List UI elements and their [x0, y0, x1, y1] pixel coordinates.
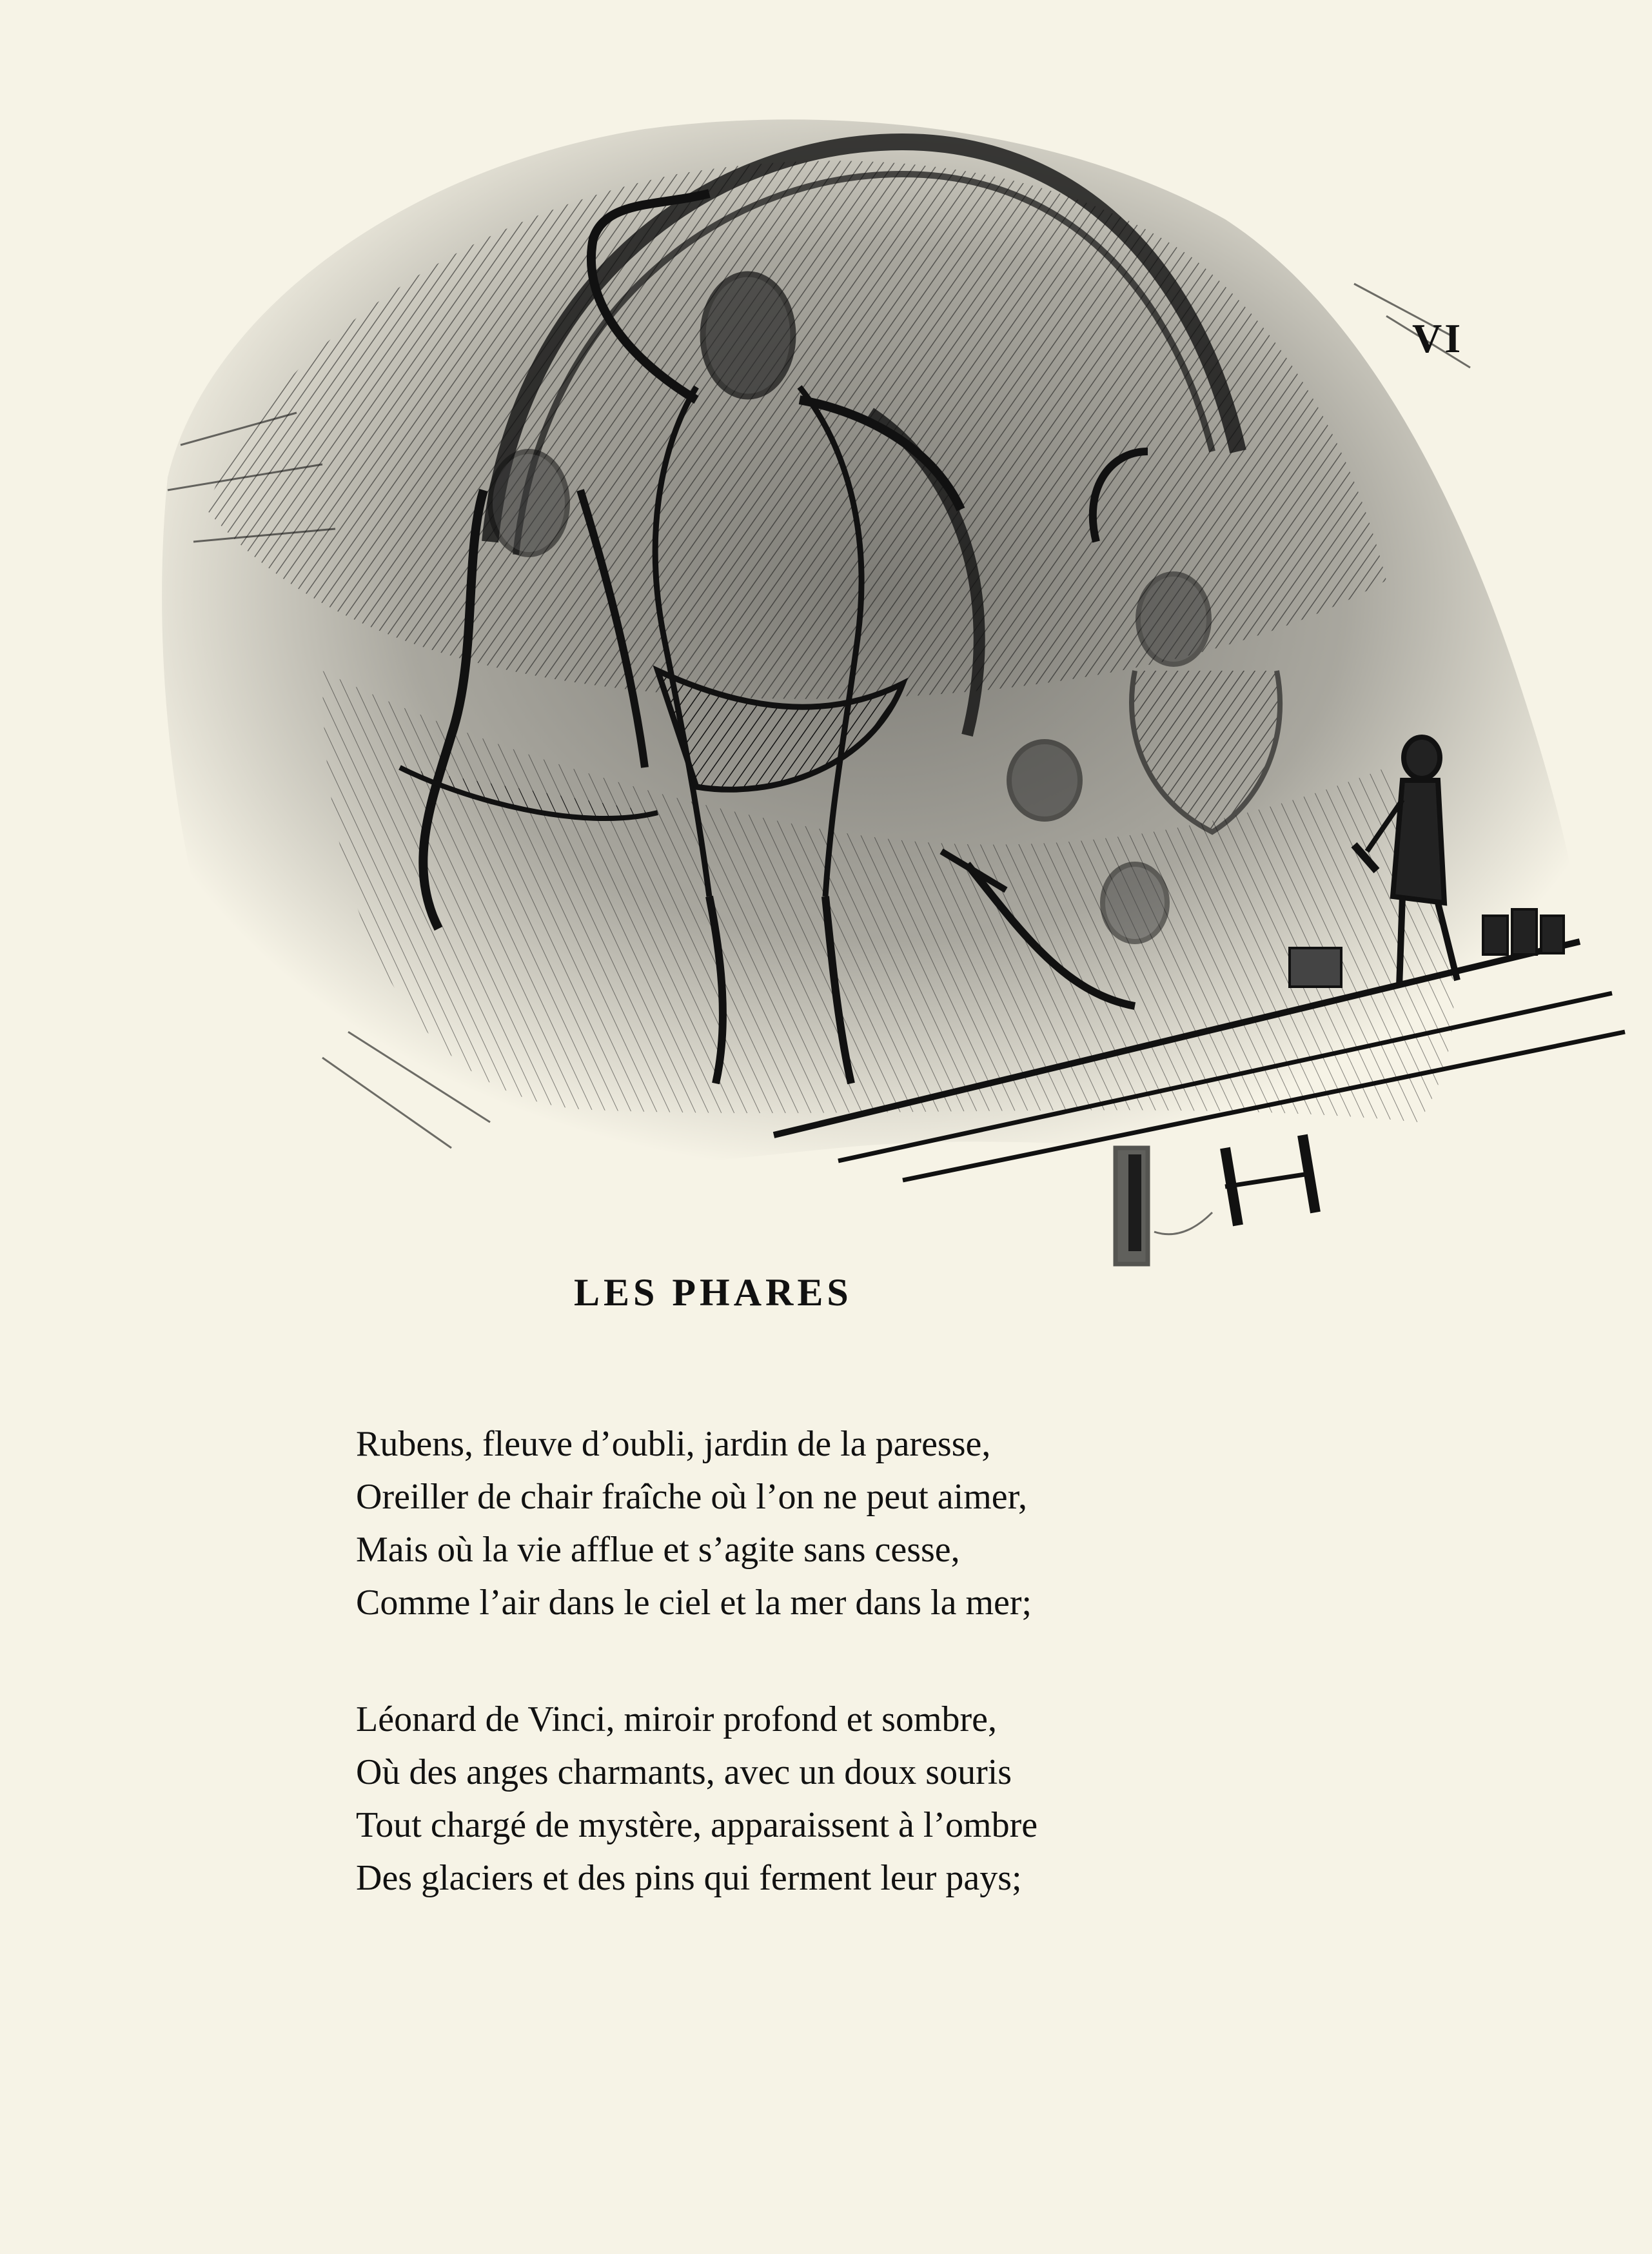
poem-line: Où des anges charmants, avec un doux souris — [356, 1752, 1012, 1792]
poem-stanza-2 — [356, 1693, 1037, 1904]
poem-line: Mais où la vie afflue et s’agite sans cesse, — [356, 1530, 960, 1570]
poem-line: Comme l’air dans le ciel et la mer dans la mer; — [356, 1583, 1032, 1623]
poem-title: LES PHARES — [574, 1271, 852, 1314]
poem-line: Léonard de Vinci, miroir profond et sombre, — [356, 1699, 997, 1739]
poem-stanza-1 — [356, 1418, 1032, 1629]
etching-illustration — [129, 90, 1652, 1270]
poem-line: Rubens, fleuve d’oubli, jardin de la paresse, — [356, 1424, 991, 1464]
page-number: VI — [1412, 315, 1464, 361]
poem-line: Tout chargé de mystère, apparaissent à l’ombre — [356, 1805, 1038, 1845]
poem-line: Oreiller de chair fraîche où l’on ne peut aimer, — [356, 1477, 1028, 1517]
poem-line: Des glaciers et des pins qui ferment leur pays; — [356, 1858, 1022, 1898]
